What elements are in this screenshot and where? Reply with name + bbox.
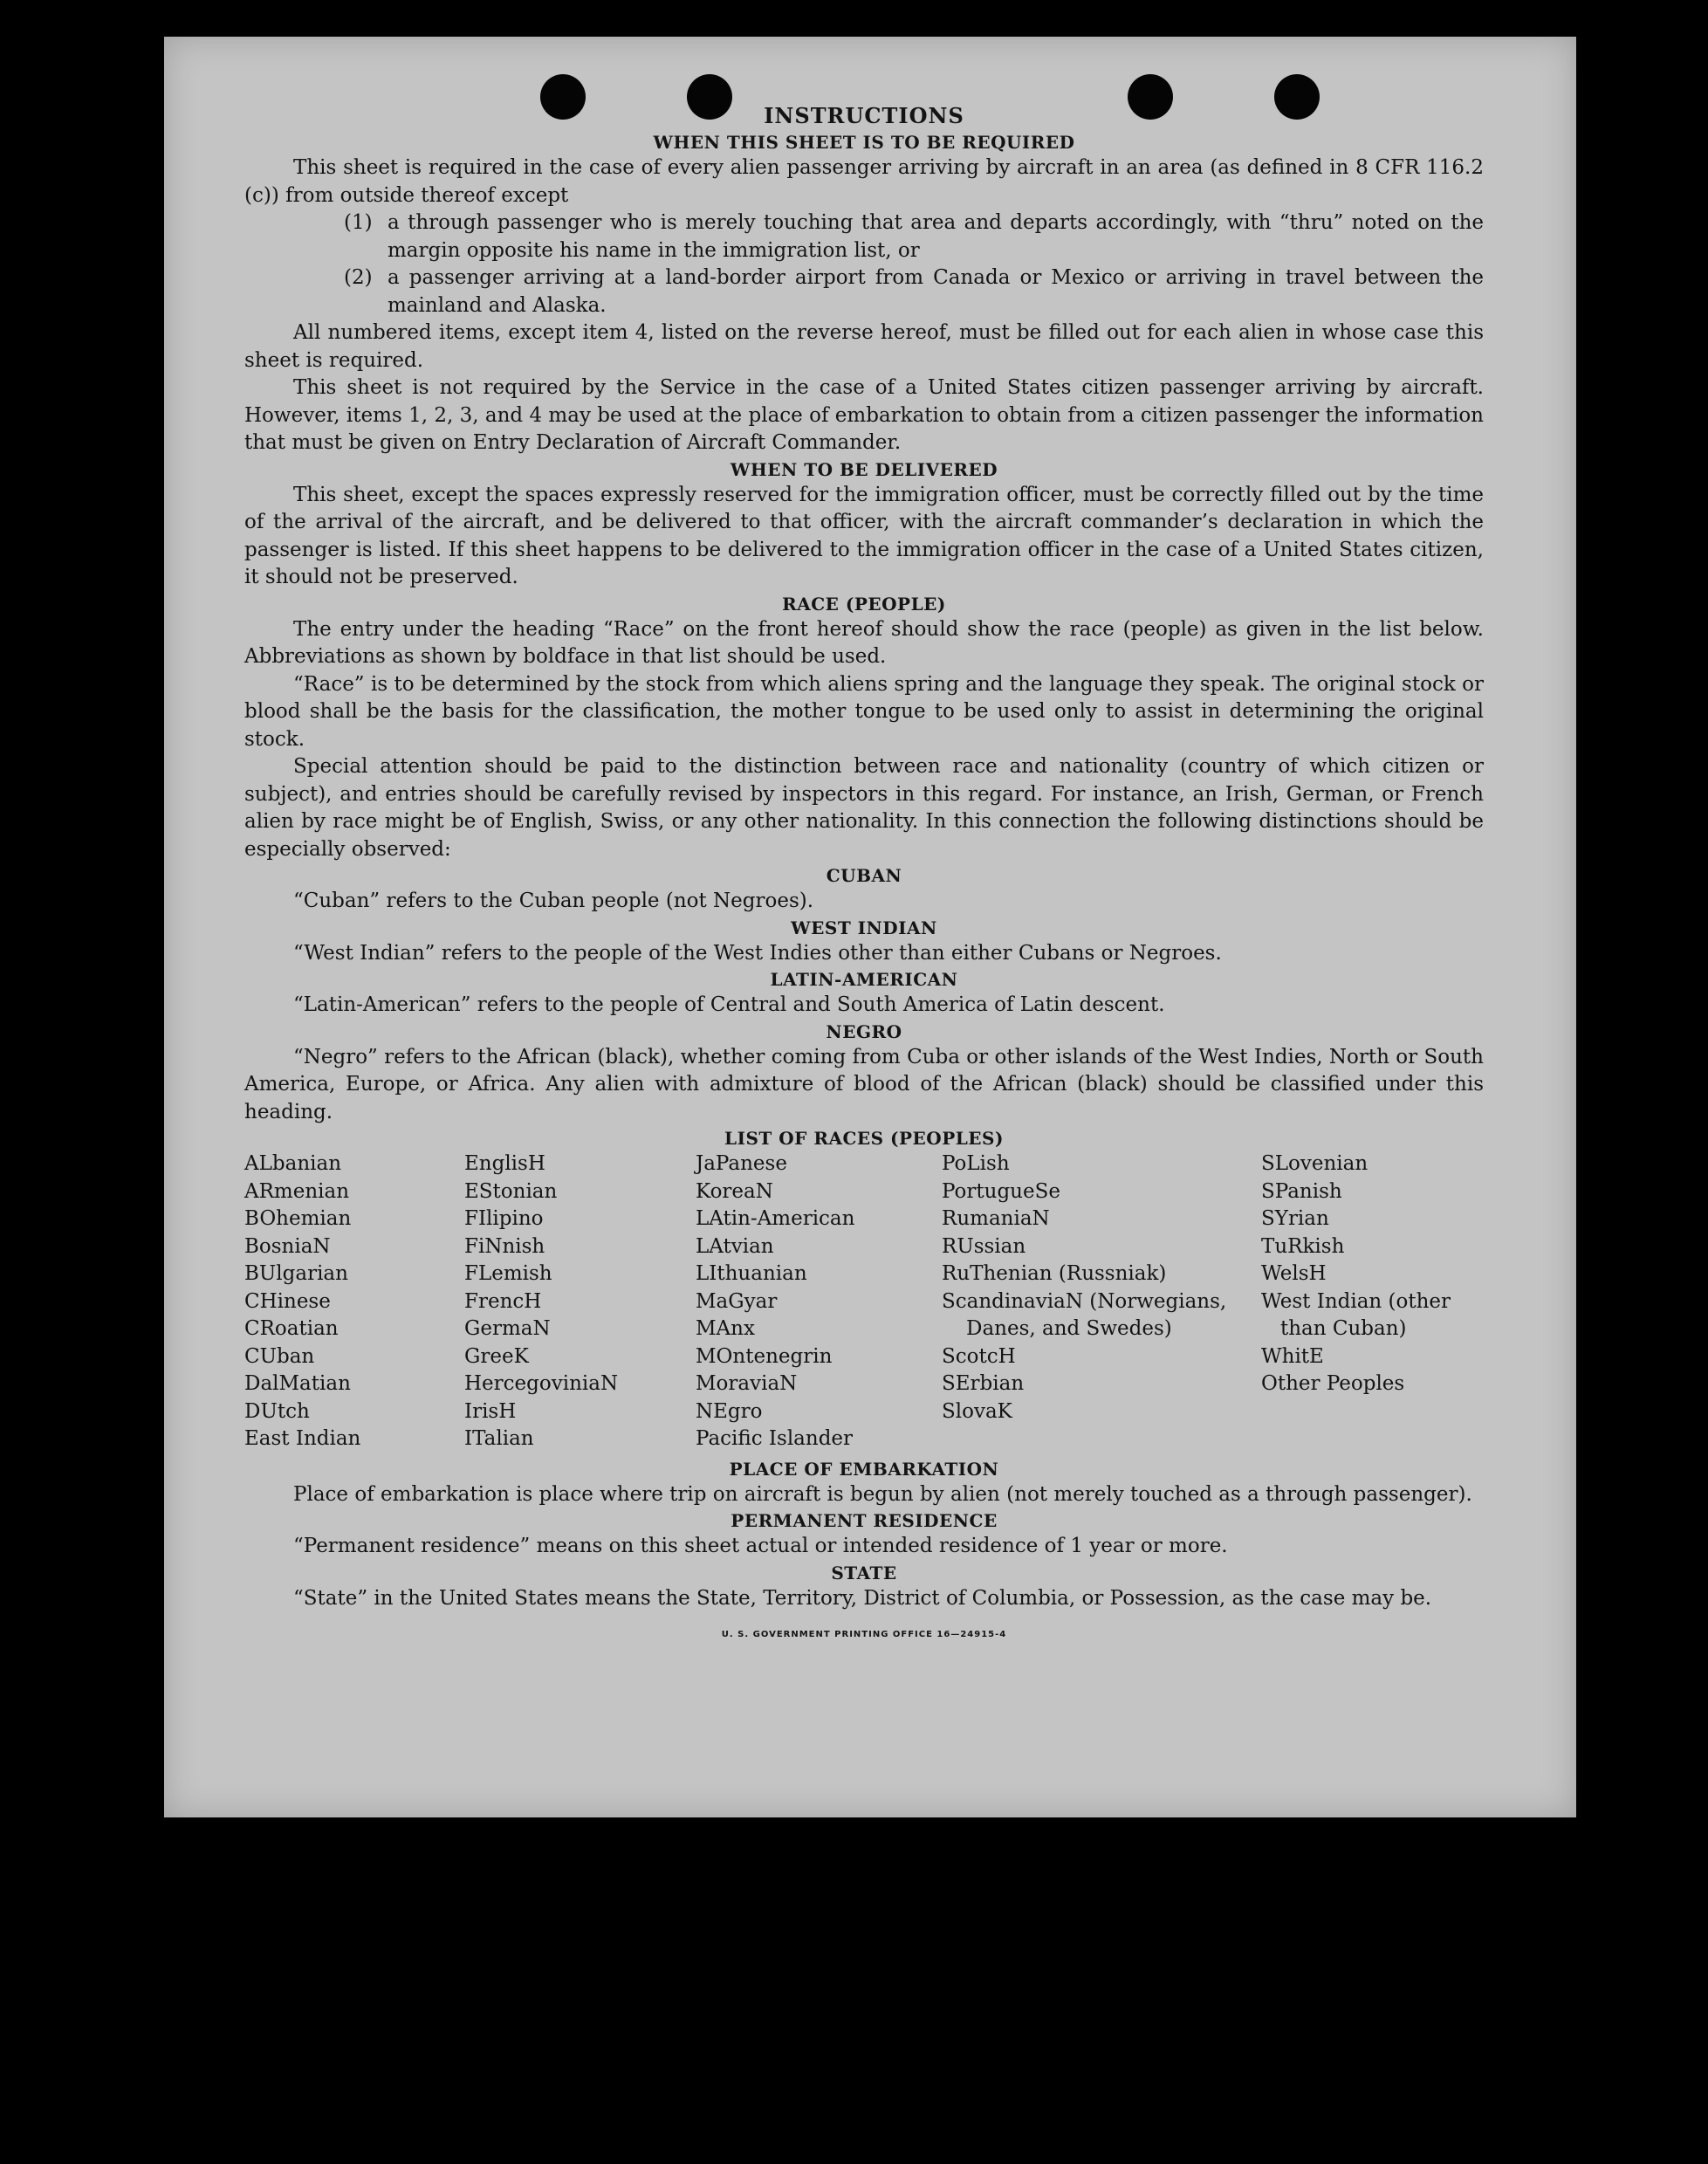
document-sheet	[164, 37, 1576, 1817]
race-entry: KoreaN	[696, 1179, 773, 1203]
race-entry: WelsH	[1261, 1262, 1327, 1285]
race-entry: West Indian (other than Cuban)	[1261, 1289, 1458, 1340]
section-heading-latin-american: LATIN-AMERICAN	[770, 969, 958, 990]
section-heading-races-list: LIST OF RACES (PEOPLES)	[724, 1128, 1004, 1149]
printing-office-footer: U. S. GOVERNMENT PRINTING OFFICE 16—24915-4	[721, 1630, 1007, 1639]
race-entry: ARmenian	[244, 1179, 350, 1203]
race-entry: ScotcH	[942, 1344, 1016, 1368]
race-entry: LAtin-American	[696, 1207, 855, 1230]
race-entry: Pacific Islander	[696, 1427, 854, 1450]
paragraph: “Permanent residence” means on this sheet actual or intended residence of 1 year or more.	[293, 1535, 1228, 1557]
race-entry: GreeK	[464, 1344, 529, 1368]
race-entry: BOhemian	[244, 1207, 352, 1230]
race-entry: FiNnish	[464, 1234, 545, 1258]
race-entry: BosniaN	[244, 1234, 331, 1258]
section-heading-negro: NEGRO	[826, 1020, 902, 1042]
race-entry: DalMatian	[244, 1372, 351, 1395]
race-entry: IrisH	[464, 1399, 517, 1423]
race-entry: MaGyar	[696, 1289, 778, 1313]
race-entry: ScandinaviaN (Norwegians, Danes, and Swedes)	[942, 1289, 1233, 1340]
race-entry: JaPanese	[696, 1152, 787, 1175]
race-entry: BUlgarian	[244, 1262, 348, 1285]
race-entry: TuRkish	[1261, 1234, 1345, 1258]
races-column	[244, 1151, 464, 1453]
race-entry: RumaniaN	[942, 1207, 1050, 1230]
paragraph: Special attention should be paid to the distinction between race and nationality (country of which citizen or subject), and entries should be carefully revised by inspectors in this regard. For instance, an Irish, German, or French alien by race might be of English, Swiss, or any other nationality. In this connection the following distinctions should be especially observed:	[244, 755, 1484, 861]
race-entry: CUban	[244, 1344, 315, 1368]
races-column	[942, 1151, 1261, 1453]
race-entry: RuThenian (Russniak)	[942, 1262, 1167, 1285]
race-entry: East Indian	[244, 1427, 361, 1450]
race-entry: RUssian	[942, 1234, 1026, 1258]
list-item	[244, 210, 1484, 264]
item-text: a passenger arriving at a land-border airport from Canada or Mexico or arriving in travel between the mainland and Alaska.	[388, 266, 1484, 317]
race-entry: NEgro	[696, 1399, 763, 1423]
race-entry: DUtch	[244, 1399, 310, 1423]
paragraph: “Race” is to be determined by the stock from which aliens spring and the language they speak. The original stock or blood shall be the basis for the classification, the mother tongue to be used only to assist in determining the original stock.	[244, 672, 1484, 751]
paragraph: All numbered items, except item 4, listed on the reverse hereof, must be filled out for each alien in whose case this sheet is required.	[244, 321, 1484, 372]
race-entry: SErbian	[942, 1372, 1025, 1395]
page-title: INSTRUCTIONS	[764, 103, 964, 128]
paragraph: “Negro” refers to the African (black), whether coming from Cuba or other islands of the West Indies, North or South America, Europe, or Africa. Any alien with admixture of blood of the African (black) should be classified under this heading.	[244, 1045, 1484, 1123]
races-column	[464, 1151, 696, 1453]
race-entry: EStonian	[464, 1179, 558, 1203]
paragraph: “Latin-American” refers to the people of Central and South America of Latin descent.	[293, 993, 1165, 1016]
paragraph: This sheet is required in the case of every alien passenger arriving by aircraft in an area (as defined in 8 CFR 116.2 (c)) from outside thereof except	[244, 156, 1484, 207]
list-item	[244, 264, 1484, 319]
race-entry: PortugueSe	[942, 1179, 1060, 1203]
paragraph: “Cuban” refers to the Cuban people (not Negroes).	[293, 890, 814, 912]
section-heading-race: RACE (PEOPLE)	[782, 593, 946, 615]
race-entry: SlovaK	[942, 1399, 1012, 1423]
races-column	[1261, 1151, 1484, 1453]
race-entry: LAtvian	[696, 1234, 774, 1258]
races-table	[244, 1151, 1484, 1453]
race-entry: SLovenian	[1261, 1152, 1368, 1175]
section-heading-delivered: WHEN TO BE DELIVERED	[730, 458, 998, 480]
race-entry: FrencH	[464, 1289, 542, 1313]
section-heading-cuban: CUBAN	[826, 865, 902, 886]
race-entry: CHinese	[244, 1289, 331, 1313]
paragraph: This sheet is not required by the Service in the case of a United States citizen passenger arriving by aircraft. However, items 1, 2, 3, and 4 may be used at the place of embarkation to obtain from a citizen passenger the information that must be given on Entry Declaration of Aircraft Commander.	[244, 376, 1484, 454]
race-entry: FLemish	[464, 1262, 552, 1285]
race-entry: MAnx	[696, 1317, 755, 1340]
section-heading-west-indian: WEST INDIAN	[791, 917, 937, 938]
paragraph: Place of embarkation is place where trip on aircraft is begun by alien (not merely touched as a through passenger).	[293, 1482, 1472, 1506]
race-entry: HercegoviniaN	[464, 1372, 619, 1395]
race-entry: FIlipino	[464, 1207, 544, 1230]
races-column	[696, 1151, 942, 1453]
instructions-page	[244, 100, 1484, 1639]
paragraph: The entry under the heading “Race” on the front hereof should show the race (people) as given in the list below. Abbreviations as shown by boldface in that list should be used.	[244, 617, 1484, 668]
paragraph: This sheet, except the spaces expressly reserved for the immigration officer, must be correctly filled out by the time of the arrival of the aircraft, and be delivered to that officer, with the aircraft commander’s declaration in which the passenger is listed. If this sheet happens to be delivered to the immigration officer in the case of a United States citizen, it should not be preserved.	[244, 483, 1484, 588]
item-number: (2)	[344, 266, 373, 289]
race-entry: CRoatian	[244, 1317, 339, 1340]
item-text: a through passenger who is merely touching that area and departs accordingly, with “thru” noted on the margin opposite his name in the immigration list, or	[388, 211, 1484, 262]
section-heading-embarkation: PLACE OF EMBARKATION	[729, 1458, 999, 1480]
race-entry: EnglisH	[464, 1152, 545, 1175]
race-entry: ALbanian	[244, 1152, 342, 1175]
race-entry: MoraviaN	[696, 1372, 798, 1395]
race-entry: MOntenegrin	[696, 1344, 833, 1368]
item-number: (1)	[344, 211, 373, 234]
race-entry: SYrian	[1261, 1207, 1329, 1230]
race-entry: PoLish	[942, 1152, 1010, 1175]
race-entry: Other Peoples	[1261, 1372, 1405, 1395]
race-entry: WhitE	[1261, 1344, 1324, 1368]
race-entry: ITalian	[464, 1427, 534, 1450]
race-entry: LIthuanian	[696, 1262, 807, 1285]
section-heading-required: WHEN THIS SHEET IS TO BE REQUIRED	[653, 132, 1075, 153]
race-entry: GermaN	[464, 1317, 551, 1340]
paragraph: “West Indian” refers to the people of the West Indies other than either Cubans or Negroes.	[293, 941, 1222, 965]
section-heading-state: STATE	[831, 1562, 897, 1583]
paragraph: “State” in the United States means the State, Territory, District of Columbia, or Possession, as the case may be.	[293, 1586, 1432, 1610]
section-heading-residence: PERMANENT RESIDENCE	[731, 1510, 998, 1531]
race-entry: SPanish	[1261, 1179, 1342, 1203]
